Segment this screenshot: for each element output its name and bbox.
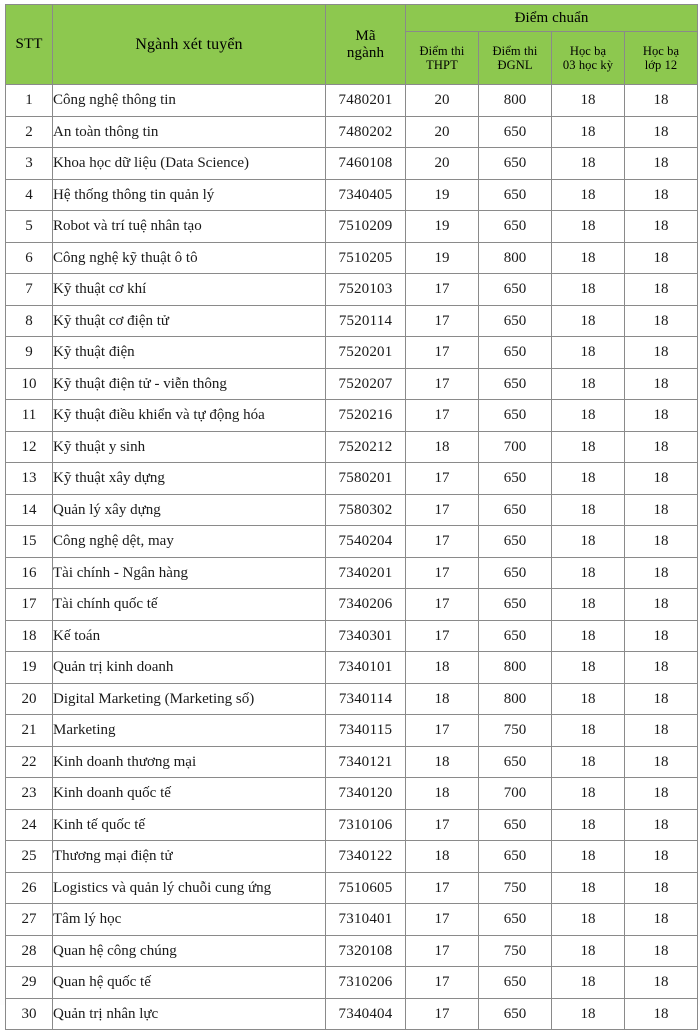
cell-stt: 3 bbox=[6, 148, 53, 180]
cell-score-dgnl: 800 bbox=[479, 683, 552, 715]
cell-major-code: 7460108 bbox=[326, 148, 406, 180]
admission-score-table bbox=[5, 4, 698, 1030]
column-header-dgnl-line2: ĐGNL bbox=[497, 58, 533, 72]
cell-major-name: Kế toán bbox=[53, 620, 326, 652]
cell-major-name: Công nghệ thông tin bbox=[53, 85, 326, 117]
cell-stt: 28 bbox=[6, 935, 53, 967]
cell-score-thpt: 17 bbox=[406, 368, 479, 400]
table-row bbox=[6, 589, 698, 621]
cell-major-name: Kỹ thuật điện tử - viễn thông bbox=[53, 368, 326, 400]
table-row bbox=[6, 809, 698, 841]
cell-score-dgnl: 800 bbox=[479, 652, 552, 684]
cell-score-thpt: 17 bbox=[406, 935, 479, 967]
cell-score-thpt: 19 bbox=[406, 211, 479, 243]
cell-score-hocba-3ky: 18 bbox=[552, 179, 625, 211]
cell-score-hocba-3ky: 18 bbox=[552, 967, 625, 999]
cell-score-thpt: 17 bbox=[406, 305, 479, 337]
cell-major-code: 7320108 bbox=[326, 935, 406, 967]
cell-major-name: Tài chính quốc tế bbox=[53, 589, 326, 621]
cell-score-hocba-3ky: 18 bbox=[552, 746, 625, 778]
cell-stt: 12 bbox=[6, 431, 53, 463]
cell-score-dgnl: 800 bbox=[479, 242, 552, 274]
cell-major-code: 7520216 bbox=[326, 400, 406, 432]
cell-stt: 14 bbox=[6, 494, 53, 526]
cell-score-hocba-3ky: 18 bbox=[552, 589, 625, 621]
cell-major-name: Marketing bbox=[53, 715, 326, 747]
cell-major-code: 7510605 bbox=[326, 872, 406, 904]
cell-major-code: 7340101 bbox=[326, 652, 406, 684]
cell-stt: 21 bbox=[6, 715, 53, 747]
cell-major-name: Thương mại điện tử bbox=[53, 841, 326, 873]
table-row bbox=[6, 116, 698, 148]
document-page bbox=[0, 4, 700, 1022]
cell-score-dgnl: 650 bbox=[479, 746, 552, 778]
cell-score-thpt: 18 bbox=[406, 841, 479, 873]
cell-score-hocba-3ky: 18 bbox=[552, 431, 625, 463]
cell-major-code: 7520103 bbox=[326, 274, 406, 306]
column-header-hocba-3ky bbox=[552, 32, 625, 85]
cell-score-dgnl: 650 bbox=[479, 368, 552, 400]
cell-stt: 15 bbox=[6, 526, 53, 558]
cell-major-code: 7520207 bbox=[326, 368, 406, 400]
cell-score-hocba-3ky: 18 bbox=[552, 526, 625, 558]
column-header-major: Ngành xét tuyển bbox=[53, 5, 326, 85]
table-row bbox=[6, 211, 698, 243]
table-row bbox=[6, 998, 698, 1030]
cell-score-hocba-lop12: 18 bbox=[625, 116, 698, 148]
table-row bbox=[6, 715, 698, 747]
table-row bbox=[6, 935, 698, 967]
cell-major-name: Kinh doanh quốc tế bbox=[53, 778, 326, 810]
cell-score-thpt: 17 bbox=[406, 998, 479, 1030]
cell-score-dgnl: 650 bbox=[479, 526, 552, 558]
cell-score-hocba-lop12: 18 bbox=[625, 274, 698, 306]
cell-score-hocba-3ky: 18 bbox=[552, 116, 625, 148]
cell-major-name: Logistics và quản lý chuỗi cung ứng bbox=[53, 872, 326, 904]
cell-score-hocba-3ky: 18 bbox=[552, 463, 625, 495]
table-row bbox=[6, 746, 698, 778]
cell-stt: 1 bbox=[6, 85, 53, 117]
cell-score-hocba-lop12: 18 bbox=[625, 967, 698, 999]
cell-score-hocba-lop12: 18 bbox=[625, 935, 698, 967]
cell-major-name: Kỹ thuật điện bbox=[53, 337, 326, 369]
cell-score-hocba-lop12: 18 bbox=[625, 715, 698, 747]
cell-major-name: Quản trị nhân lực bbox=[53, 998, 326, 1030]
cell-stt: 17 bbox=[6, 589, 53, 621]
cell-score-hocba-3ky: 18 bbox=[552, 85, 625, 117]
table-row bbox=[6, 967, 698, 999]
cell-major-code: 7340120 bbox=[326, 778, 406, 810]
cell-score-hocba-3ky: 18 bbox=[552, 211, 625, 243]
cell-score-hocba-3ky: 18 bbox=[552, 305, 625, 337]
column-header-stt: STT bbox=[6, 5, 53, 85]
cell-score-dgnl: 650 bbox=[479, 274, 552, 306]
table-row bbox=[6, 431, 698, 463]
table-row bbox=[6, 494, 698, 526]
cell-stt: 7 bbox=[6, 274, 53, 306]
cell-score-hocba-lop12: 18 bbox=[625, 998, 698, 1030]
column-header-major-code-line1: Mã bbox=[355, 27, 376, 44]
cell-major-name: Công nghệ kỹ thuật ô tô bbox=[53, 242, 326, 274]
column-header-dgnl bbox=[479, 32, 552, 85]
cell-major-code: 7480201 bbox=[326, 85, 406, 117]
column-header-thpt bbox=[406, 32, 479, 85]
table-row bbox=[6, 242, 698, 274]
column-header-thpt-line1: Điểm thi bbox=[419, 44, 465, 58]
cell-score-hocba-lop12: 18 bbox=[625, 85, 698, 117]
cell-score-dgnl: 650 bbox=[479, 904, 552, 936]
cell-score-hocba-3ky: 18 bbox=[552, 494, 625, 526]
cell-stt: 8 bbox=[6, 305, 53, 337]
cell-major-code: 7340115 bbox=[326, 715, 406, 747]
table-row bbox=[6, 652, 698, 684]
header-row-top bbox=[6, 5, 698, 32]
cell-score-hocba-3ky: 18 bbox=[552, 337, 625, 369]
cell-score-dgnl: 650 bbox=[479, 557, 552, 589]
cell-stt: 6 bbox=[6, 242, 53, 274]
cell-score-hocba-lop12: 18 bbox=[625, 400, 698, 432]
cell-major-name: Kỹ thuật y sinh bbox=[53, 431, 326, 463]
cell-score-dgnl: 750 bbox=[479, 872, 552, 904]
cell-stt: 16 bbox=[6, 557, 53, 589]
cell-score-hocba-3ky: 18 bbox=[552, 841, 625, 873]
cell-major-name: Kỹ thuật xây dựng bbox=[53, 463, 326, 495]
cell-stt: 27 bbox=[6, 904, 53, 936]
cell-stt: 26 bbox=[6, 872, 53, 904]
cell-score-hocba-3ky: 18 bbox=[552, 557, 625, 589]
cell-stt: 24 bbox=[6, 809, 53, 841]
table-row bbox=[6, 620, 698, 652]
cell-score-thpt: 17 bbox=[406, 463, 479, 495]
table-row bbox=[6, 400, 698, 432]
cell-major-code: 7340122 bbox=[326, 841, 406, 873]
cell-major-name: Quan hệ công chúng bbox=[53, 935, 326, 967]
cell-major-name: Kinh doanh thương mại bbox=[53, 746, 326, 778]
column-header-hocba-3ky-line2: 03 học kỳ bbox=[562, 58, 614, 72]
cell-score-thpt: 18 bbox=[406, 746, 479, 778]
cell-score-hocba-3ky: 18 bbox=[552, 400, 625, 432]
cell-stt: 11 bbox=[6, 400, 53, 432]
cell-score-hocba-lop12: 18 bbox=[625, 557, 698, 589]
cell-score-dgnl: 650 bbox=[479, 620, 552, 652]
cell-score-thpt: 17 bbox=[406, 557, 479, 589]
cell-score-hocba-lop12: 18 bbox=[625, 242, 698, 274]
cell-score-thpt: 17 bbox=[406, 620, 479, 652]
column-header-major-code bbox=[326, 5, 406, 85]
cell-score-dgnl: 650 bbox=[479, 337, 552, 369]
cell-major-code: 7340405 bbox=[326, 179, 406, 211]
table-row bbox=[6, 683, 698, 715]
cell-major-code: 7340201 bbox=[326, 557, 406, 589]
cell-major-code: 7580201 bbox=[326, 463, 406, 495]
cell-major-code: 7480202 bbox=[326, 116, 406, 148]
column-header-hocba-lop12 bbox=[625, 32, 698, 85]
cell-major-name: Digital Marketing (Marketing số) bbox=[53, 683, 326, 715]
cell-score-thpt: 18 bbox=[406, 778, 479, 810]
cell-score-thpt: 17 bbox=[406, 494, 479, 526]
cell-score-dgnl: 800 bbox=[479, 85, 552, 117]
cell-major-code: 7580302 bbox=[326, 494, 406, 526]
cell-score-hocba-3ky: 18 bbox=[552, 242, 625, 274]
table-row bbox=[6, 557, 698, 589]
cell-score-thpt: 20 bbox=[406, 85, 479, 117]
cell-score-hocba-3ky: 18 bbox=[552, 368, 625, 400]
cell-score-dgnl: 750 bbox=[479, 935, 552, 967]
cell-major-code: 7510209 bbox=[326, 211, 406, 243]
cell-stt: 25 bbox=[6, 841, 53, 873]
cell-score-hocba-3ky: 18 bbox=[552, 998, 625, 1030]
cell-major-code: 7340404 bbox=[326, 998, 406, 1030]
cell-score-hocba-lop12: 18 bbox=[625, 841, 698, 873]
cell-score-thpt: 18 bbox=[406, 683, 479, 715]
cell-score-hocba-lop12: 18 bbox=[625, 211, 698, 243]
cell-score-dgnl: 650 bbox=[479, 841, 552, 873]
column-header-score-group: Điểm chuẩn bbox=[406, 5, 698, 32]
cell-stt: 4 bbox=[6, 179, 53, 211]
column-header-hocba-3ky-line1: Học bạ bbox=[569, 44, 607, 58]
cell-score-dgnl: 650 bbox=[479, 589, 552, 621]
cell-score-hocba-lop12: 18 bbox=[625, 431, 698, 463]
cell-major-name: Kỹ thuật điều khiển và tự động hóa bbox=[53, 400, 326, 432]
cell-score-thpt: 17 bbox=[406, 715, 479, 747]
column-header-hocba-lop12-line2: lớp 12 bbox=[644, 58, 678, 72]
cell-stt: 19 bbox=[6, 652, 53, 684]
table-row bbox=[6, 526, 698, 558]
cell-major-code: 7540204 bbox=[326, 526, 406, 558]
table-row bbox=[6, 778, 698, 810]
cell-score-thpt: 19 bbox=[406, 179, 479, 211]
cell-major-code: 7340114 bbox=[326, 683, 406, 715]
cell-major-name: Quản lý xây dựng bbox=[53, 494, 326, 526]
table-row bbox=[6, 368, 698, 400]
cell-stt: 5 bbox=[6, 211, 53, 243]
cell-score-dgnl: 650 bbox=[479, 809, 552, 841]
cell-score-hocba-lop12: 18 bbox=[625, 589, 698, 621]
cell-stt: 23 bbox=[6, 778, 53, 810]
cell-score-hocba-3ky: 18 bbox=[552, 872, 625, 904]
table-row bbox=[6, 872, 698, 904]
cell-score-hocba-lop12: 18 bbox=[625, 526, 698, 558]
cell-score-dgnl: 650 bbox=[479, 463, 552, 495]
cell-score-hocba-3ky: 18 bbox=[552, 809, 625, 841]
table-row bbox=[6, 274, 698, 306]
cell-major-code: 7310401 bbox=[326, 904, 406, 936]
table-row bbox=[6, 904, 698, 936]
column-header-thpt-line2: THPT bbox=[426, 58, 458, 72]
cell-major-code: 7340206 bbox=[326, 589, 406, 621]
cell-stt: 13 bbox=[6, 463, 53, 495]
cell-score-dgnl: 650 bbox=[479, 148, 552, 180]
cell-stt: 18 bbox=[6, 620, 53, 652]
cell-major-code: 7520212 bbox=[326, 431, 406, 463]
cell-major-name: Tâm lý học bbox=[53, 904, 326, 936]
cell-major-code: 7310206 bbox=[326, 967, 406, 999]
column-header-major-code-line2: ngành bbox=[346, 44, 385, 61]
cell-score-dgnl: 650 bbox=[479, 116, 552, 148]
cell-major-name: Hệ thống thông tin quản lý bbox=[53, 179, 326, 211]
cell-score-hocba-3ky: 18 bbox=[552, 715, 625, 747]
cell-score-hocba-lop12: 18 bbox=[625, 620, 698, 652]
cell-score-hocba-3ky: 18 bbox=[552, 274, 625, 306]
cell-score-hocba-3ky: 18 bbox=[552, 683, 625, 715]
cell-stt: 10 bbox=[6, 368, 53, 400]
cell-score-thpt: 17 bbox=[406, 904, 479, 936]
column-header-hocba-lop12-line1: Học bạ bbox=[642, 44, 680, 58]
cell-major-name: Quan hệ quốc tế bbox=[53, 967, 326, 999]
cell-major-code: 7520114 bbox=[326, 305, 406, 337]
cell-score-thpt: 20 bbox=[406, 116, 479, 148]
cell-score-thpt: 17 bbox=[406, 967, 479, 999]
cell-score-hocba-3ky: 18 bbox=[552, 935, 625, 967]
cell-score-dgnl: 650 bbox=[479, 211, 552, 243]
cell-major-name: Kỹ thuật cơ điện tử bbox=[53, 305, 326, 337]
cell-stt: 9 bbox=[6, 337, 53, 369]
cell-score-hocba-lop12: 18 bbox=[625, 746, 698, 778]
cell-score-dgnl: 700 bbox=[479, 431, 552, 463]
table-row bbox=[6, 463, 698, 495]
cell-stt: 22 bbox=[6, 746, 53, 778]
cell-major-name: Quản trị kinh doanh bbox=[53, 652, 326, 684]
cell-score-thpt: 18 bbox=[406, 652, 479, 684]
cell-score-hocba-lop12: 18 bbox=[625, 809, 698, 841]
cell-major-name: Kinh tế quốc tế bbox=[53, 809, 326, 841]
table-body bbox=[6, 85, 698, 1030]
cell-score-dgnl: 650 bbox=[479, 967, 552, 999]
cell-score-hocba-lop12: 18 bbox=[625, 463, 698, 495]
cell-stt: 2 bbox=[6, 116, 53, 148]
cell-stt: 20 bbox=[6, 683, 53, 715]
cell-score-hocba-lop12: 18 bbox=[625, 179, 698, 211]
cell-score-hocba-lop12: 18 bbox=[625, 904, 698, 936]
table-row bbox=[6, 337, 698, 369]
cell-score-hocba-lop12: 18 bbox=[625, 778, 698, 810]
cell-major-name: Khoa học dữ liệu (Data Science) bbox=[53, 148, 326, 180]
cell-score-hocba-lop12: 18 bbox=[625, 872, 698, 904]
cell-score-dgnl: 750 bbox=[479, 715, 552, 747]
cell-score-thpt: 17 bbox=[406, 337, 479, 369]
cell-score-thpt: 17 bbox=[406, 274, 479, 306]
cell-score-dgnl: 650 bbox=[479, 494, 552, 526]
table-row bbox=[6, 85, 698, 117]
cell-score-dgnl: 650 bbox=[479, 305, 552, 337]
cell-stt: 30 bbox=[6, 998, 53, 1030]
cell-score-dgnl: 650 bbox=[479, 179, 552, 211]
cell-major-code: 7340301 bbox=[326, 620, 406, 652]
cell-major-code: 7340121 bbox=[326, 746, 406, 778]
cell-score-hocba-lop12: 18 bbox=[625, 305, 698, 337]
cell-score-hocba-lop12: 18 bbox=[625, 368, 698, 400]
cell-score-thpt: 20 bbox=[406, 148, 479, 180]
cell-major-name: Công nghệ dệt, may bbox=[53, 526, 326, 558]
cell-score-hocba-lop12: 18 bbox=[625, 652, 698, 684]
table-row bbox=[6, 305, 698, 337]
cell-score-hocba-lop12: 18 bbox=[625, 148, 698, 180]
cell-score-hocba-lop12: 18 bbox=[625, 683, 698, 715]
cell-score-thpt: 19 bbox=[406, 242, 479, 274]
cell-score-hocba-lop12: 18 bbox=[625, 494, 698, 526]
cell-score-hocba-lop12: 18 bbox=[625, 337, 698, 369]
table-row bbox=[6, 841, 698, 873]
cell-score-dgnl: 650 bbox=[479, 400, 552, 432]
column-header-dgnl-line1: Điểm thi bbox=[492, 44, 538, 58]
cell-major-code: 7520201 bbox=[326, 337, 406, 369]
cell-major-code: 7310106 bbox=[326, 809, 406, 841]
cell-score-thpt: 17 bbox=[406, 872, 479, 904]
cell-score-hocba-3ky: 18 bbox=[552, 904, 625, 936]
cell-score-dgnl: 700 bbox=[479, 778, 552, 810]
cell-score-thpt: 17 bbox=[406, 589, 479, 621]
cell-score-thpt: 17 bbox=[406, 400, 479, 432]
cell-score-hocba-3ky: 18 bbox=[552, 652, 625, 684]
cell-score-thpt: 17 bbox=[406, 526, 479, 558]
cell-score-hocba-3ky: 18 bbox=[552, 148, 625, 180]
cell-major-name: Kỹ thuật cơ khí bbox=[53, 274, 326, 306]
cell-score-hocba-3ky: 18 bbox=[552, 620, 625, 652]
cell-major-name: Tài chính - Ngân hàng bbox=[53, 557, 326, 589]
cell-major-name: An toàn thông tin bbox=[53, 116, 326, 148]
table-row bbox=[6, 148, 698, 180]
cell-score-hocba-3ky: 18 bbox=[552, 778, 625, 810]
table-header bbox=[6, 5, 698, 85]
cell-major-code: 7510205 bbox=[326, 242, 406, 274]
cell-stt: 29 bbox=[6, 967, 53, 999]
table-row bbox=[6, 179, 698, 211]
cell-score-thpt: 18 bbox=[406, 431, 479, 463]
cell-score-dgnl: 650 bbox=[479, 998, 552, 1030]
cell-score-thpt: 17 bbox=[406, 809, 479, 841]
cell-major-name: Robot và trí tuệ nhân tạo bbox=[53, 211, 326, 243]
